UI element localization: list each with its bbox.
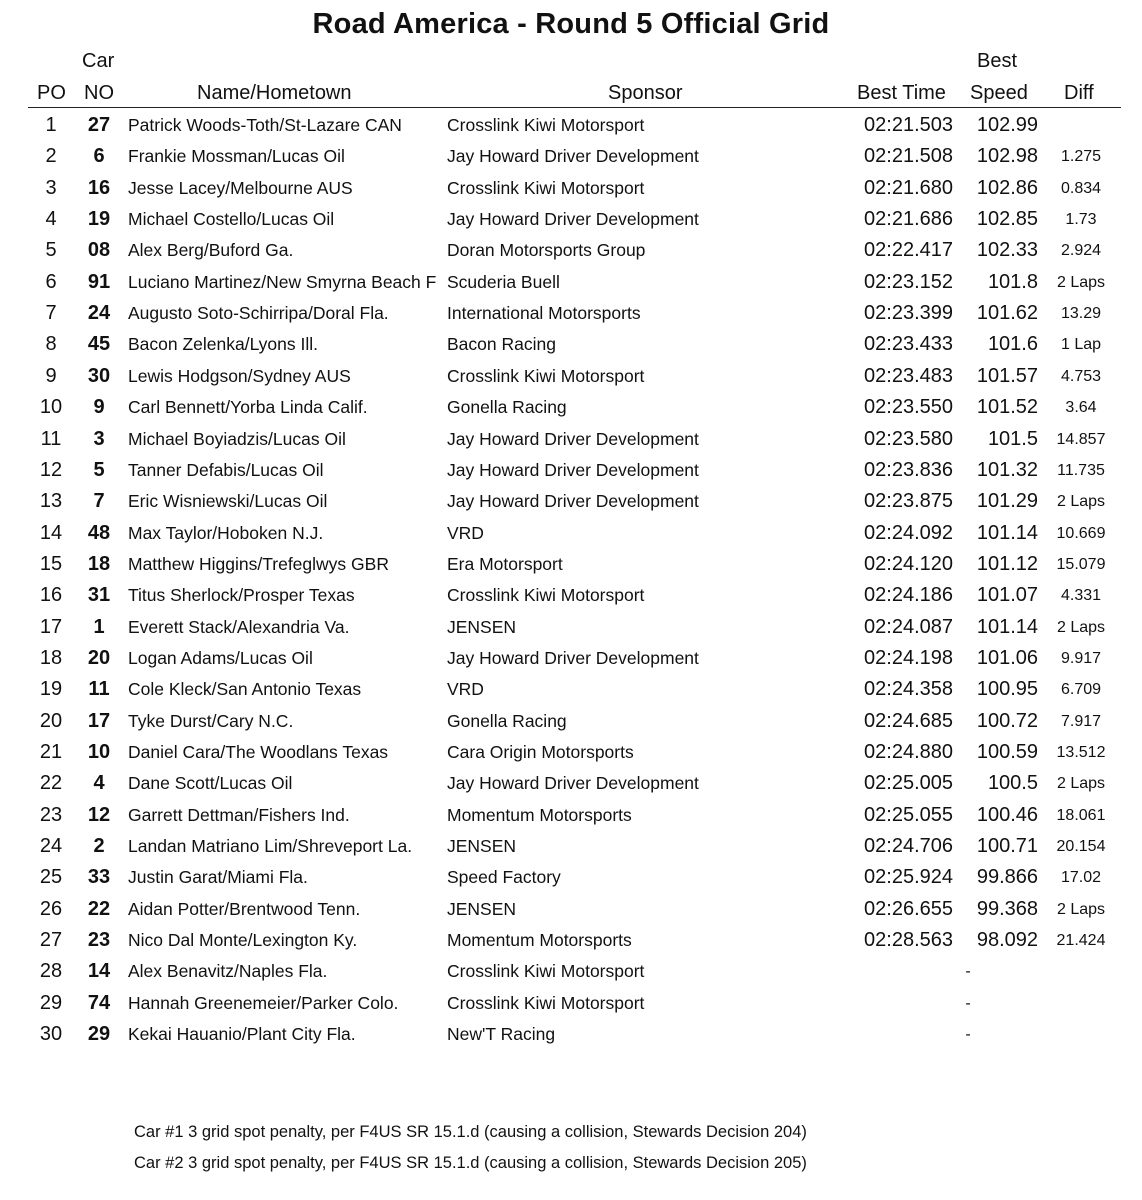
best-speed: 101.8 <box>987 270 1038 293</box>
sponsor: Crosslink Kiwi Motorsport <box>447 115 645 135</box>
header-po: PO <box>37 82 66 104</box>
no-time-dash: - <box>965 994 971 1012</box>
diff: 15.079 <box>1056 555 1106 573</box>
best-time: 02:24.706 <box>864 835 953 858</box>
table-row <box>0 298 1142 329</box>
grid-position: 5 <box>45 239 57 262</box>
driver-name-hometown: Alex Berg/Buford Ga. <box>128 240 294 261</box>
car-number: 45 <box>87 333 111 356</box>
diff: 10.669 <box>1056 524 1106 542</box>
diff: 2 Laps <box>1056 618 1106 636</box>
sponsor: Momentum Motorsports <box>447 930 632 951</box>
best-time: 02:24.120 <box>864 552 953 575</box>
car-number: 3 <box>93 427 105 450</box>
diff: 6.709 <box>1060 681 1102 699</box>
sponsor: Jay Howard Driver Development <box>447 459 699 480</box>
best-speed: 101.5 <box>987 427 1038 450</box>
best-time: 02:26.655 <box>864 897 953 920</box>
sponsor: Jay Howard Driver Development <box>447 428 699 449</box>
best-speed: 101.62 <box>976 302 1038 325</box>
header-diff: Diff <box>1064 82 1094 104</box>
car-number: 91 <box>87 270 111 293</box>
grid-position: 9 <box>45 364 57 387</box>
diff: 1.275 <box>1060 148 1102 166</box>
diff: 2 Laps <box>1056 775 1106 793</box>
grid-position: 6 <box>45 270 57 293</box>
header-best-top: Best <box>977 50 1018 72</box>
car-number: 33 <box>87 866 111 889</box>
sponsor: JENSEN <box>447 836 517 857</box>
table-row <box>0 141 1142 172</box>
car-number: 6 <box>93 145 105 168</box>
grid-position: 14 <box>39 521 63 544</box>
car-number: 5 <box>93 458 105 481</box>
sponsor: Momentum Motorsports <box>447 804 632 825</box>
car-number: 29 <box>87 1023 111 1046</box>
sponsor: Jay Howard Driver Development <box>447 773 699 794</box>
sponsor: Jay Howard Driver Development <box>447 146 699 167</box>
sponsor: JENSEN <box>447 898 517 919</box>
driver-name-hometown: Dane Scott/Lucas Oil <box>128 773 293 794</box>
table-row <box>0 1019 1142 1050</box>
diff: 11.735 <box>1057 461 1105 479</box>
driver-name-hometown: Kekai Hauanio/Plant City Fla. <box>128 1024 356 1045</box>
header-sponsor: Sponsor <box>608 82 683 104</box>
sponsor: Jay Howard Driver Development <box>447 647 699 668</box>
driver-name-hometown: Alex Benavitz/Naples Fla. <box>128 961 328 982</box>
grid-position: 1 <box>45 114 57 136</box>
table-row <box>0 706 1142 737</box>
grid-position: 28 <box>39 960 63 983</box>
table-row <box>0 925 1142 956</box>
driver-name-hometown: Frankie Mossman/Lucas Oil <box>128 146 345 167</box>
driver-name-hometown: Jesse Lacey/Melbourne AUS <box>128 177 353 198</box>
table-row <box>0 267 1142 298</box>
table-row <box>0 737 1142 768</box>
grid-position: 26 <box>39 897 63 920</box>
best-time: 02:23.152 <box>864 270 953 293</box>
sponsor: Gonella Racing <box>447 710 567 731</box>
grid-position: 4 <box>45 208 57 231</box>
car-number: 7 <box>93 490 105 513</box>
best-time: 02:24.087 <box>864 615 953 638</box>
best-speed: 102.86 <box>976 176 1038 199</box>
driver-name-hometown: Garrett Dettman/Fishers Ind. <box>128 804 350 825</box>
table-row <box>0 956 1142 987</box>
sponsor: VRD <box>447 679 484 700</box>
car-number: 74 <box>87 991 111 1014</box>
best-speed: 99.866 <box>976 866 1038 889</box>
table-row <box>0 862 1142 893</box>
best-time: 02:25.055 <box>864 803 953 826</box>
table-row <box>0 800 1142 831</box>
best-speed: 101.52 <box>976 396 1038 419</box>
best-speed: 101.57 <box>976 364 1038 387</box>
grid-position: 12 <box>39 458 63 481</box>
table-row <box>0 674 1142 705</box>
sponsor: Crosslink Kiwi Motorsport <box>447 992 645 1013</box>
driver-name-hometown: Nico Dal Monte/Lexington Ky. <box>128 930 358 951</box>
car-number: 18 <box>87 552 111 575</box>
table-row <box>0 580 1142 611</box>
best-speed: 98.092 <box>976 929 1038 952</box>
best-speed: 102.99 <box>976 114 1038 136</box>
sponsor: Crosslink Kiwi Motorsport <box>447 177 645 198</box>
best-speed: 101.29 <box>976 490 1038 513</box>
grid-position: 18 <box>39 646 63 669</box>
best-speed: 101.14 <box>976 521 1038 544</box>
diff: 4.753 <box>1060 367 1102 385</box>
sponsor: New'T Racing <box>447 1024 556 1045</box>
driver-name-hometown: Aidan Potter/Brentwood Tenn. <box>128 898 361 919</box>
driver-name-hometown: Augusto Soto-Schirripa/Doral Fla. <box>128 303 389 324</box>
best-time: 02:23.399 <box>864 302 953 325</box>
grid-position: 8 <box>45 333 57 356</box>
car-number: 20 <box>87 646 111 669</box>
diff: 21.424 <box>1056 932 1106 950</box>
table-row <box>0 235 1142 266</box>
car-number: 23 <box>87 929 111 952</box>
car-number: 48 <box>87 521 111 544</box>
diff: 2 Laps <box>1056 493 1106 511</box>
best-speed: 102.85 <box>976 208 1038 231</box>
best-time: 02:23.836 <box>864 458 953 481</box>
diff: 3.64 <box>1065 399 1097 417</box>
table-row <box>0 549 1142 580</box>
diff: 20.154 <box>1056 838 1106 856</box>
table-row <box>0 173 1142 204</box>
diff: 2 Laps <box>1056 900 1106 918</box>
sponsor: Speed Factory <box>447 867 561 888</box>
best-time: 02:24.880 <box>864 741 953 763</box>
driver-name-hometown: Daniel Cara/The Woodlans Texas <box>128 742 389 762</box>
best-time: 02:22.417 <box>864 239 953 262</box>
driver-name-hometown: Logan Adams/Lucas Oil <box>128 647 313 668</box>
driver-name-hometown: Lewis Hodgson/Sydney AUS <box>128 365 351 386</box>
best-time: 02:23.550 <box>864 396 953 419</box>
sponsor: VRD <box>447 522 484 543</box>
grid-position: 16 <box>39 584 63 607</box>
no-time-dash: - <box>965 963 971 981</box>
best-speed: 100.71 <box>976 835 1038 858</box>
grid-position: 7 <box>45 302 57 325</box>
sponsor: Bacon Racing <box>447 334 556 355</box>
car-number: 10 <box>87 741 111 763</box>
sponsor: Gonella Racing <box>447 397 567 418</box>
best-speed: 101.07 <box>976 584 1038 607</box>
best-time: 02:23.483 <box>864 364 953 387</box>
car-number: 22 <box>87 897 111 920</box>
diff: 13.29 <box>1060 305 1102 323</box>
table-row <box>0 329 1142 360</box>
diff: 2 Laps <box>1056 273 1106 291</box>
driver-name-hometown: Titus Sherlock/Prosper Texas <box>128 585 355 606</box>
table-row <box>0 486 1142 517</box>
car-number: 12 <box>87 803 111 826</box>
best-time: 02:21.508 <box>864 145 953 168</box>
table-row <box>0 518 1142 549</box>
car-number: 9 <box>93 396 105 419</box>
driver-name-hometown: Cole Kleck/San Antonio Texas <box>128 679 362 700</box>
best-speed: 100.72 <box>976 709 1038 732</box>
diff: 13.512 <box>1056 744 1106 761</box>
diff: 0.834 <box>1060 179 1102 197</box>
best-time: 02:21.503 <box>864 114 953 136</box>
header-divider <box>28 107 1121 108</box>
diff: 18.061 <box>1056 806 1106 824</box>
car-number: 14 <box>87 960 111 983</box>
car-number: 16 <box>87 176 111 199</box>
grid-position: 27 <box>39 929 63 952</box>
car-number: 30 <box>87 364 111 387</box>
best-time: 02:23.580 <box>864 427 953 450</box>
sponsor: Crosslink Kiwi Motorsport <box>447 585 645 606</box>
diff: 7.917 <box>1060 712 1102 730</box>
best-time: 02:24.186 <box>864 584 953 607</box>
sponsor: Doran Motorsports Group <box>447 240 646 261</box>
car-number: 19 <box>87 208 111 231</box>
car-number: 4 <box>93 772 105 795</box>
table-row <box>0 831 1142 862</box>
sponsor: International Motorsports <box>447 303 641 324</box>
header-no: NO <box>84 82 114 104</box>
table-row <box>0 361 1142 392</box>
driver-name-hometown: Bacon Zelenka/Lyons Ill. <box>128 334 319 355</box>
driver-name-hometown: Eric Wisniewski/Lucas Oil <box>128 491 328 512</box>
best-time: 02:25.924 <box>864 866 953 889</box>
header-car-top: Car <box>82 50 115 72</box>
header-speed: Speed <box>970 82 1028 104</box>
best-speed: 102.33 <box>976 239 1038 262</box>
sponsor: Era Motorsport <box>447 553 563 574</box>
car-number: 17 <box>87 709 111 732</box>
best-time: 02:25.005 <box>864 772 953 795</box>
table-row <box>0 643 1142 674</box>
best-speed: 99.368 <box>976 897 1038 920</box>
grid-position: 11 <box>40 427 62 450</box>
table-row <box>0 424 1142 455</box>
driver-name-hometown: Michael Costello/Lucas Oil <box>128 209 335 230</box>
best-time: 02:24.358 <box>864 678 953 701</box>
best-time: 02:28.563 <box>864 929 953 952</box>
diff: 9.917 <box>1060 649 1102 667</box>
best-time: 02:21.680 <box>864 176 953 199</box>
best-speed: 101.14 <box>976 615 1038 638</box>
diff: 4.331 <box>1060 587 1102 605</box>
driver-name-hometown: Michael Boyiadzis/Lucas Oil <box>128 428 346 449</box>
grid-position: 30 <box>39 1023 63 1046</box>
best-speed: 101.32 <box>976 458 1038 481</box>
grid-position: 20 <box>39 709 63 732</box>
sponsor: Cara Origin Motorsports <box>447 742 634 762</box>
car-number: 2 <box>93 835 105 858</box>
table-row <box>0 204 1142 235</box>
car-number: 27 <box>87 114 111 136</box>
sponsor: Jay Howard Driver Development <box>447 491 699 512</box>
table-row <box>0 894 1142 925</box>
grid-position: 3 <box>45 176 57 199</box>
table-row <box>0 110 1142 141</box>
grid-position: 29 <box>39 991 63 1014</box>
grid-position: 17 <box>39 615 63 638</box>
best-time: 02:23.433 <box>864 333 953 356</box>
best-speed: 101.12 <box>976 552 1038 575</box>
driver-name-hometown: Carl Bennett/Yorba Linda Calif. <box>128 397 368 418</box>
diff: 1 Lap <box>1060 336 1102 354</box>
driver-name-hometown: Hannah Greenemeier/Parker Colo. <box>128 992 399 1013</box>
car-number: 1 <box>93 615 105 638</box>
footnote-1: Car #1 3 grid spot penalty, per F4US SR 15.1.d (causing a collision, Stewards Decision 204) <box>134 1123 807 1141</box>
table-row <box>0 392 1142 423</box>
best-speed: 102.98 <box>976 145 1038 168</box>
grid-position: 22 <box>39 772 63 795</box>
best-time: 02:24.685 <box>864 709 953 732</box>
driver-name-hometown: Landan Matriano Lim/Shreveport La. <box>128 836 413 857</box>
driver-name-hometown: Luciano Martinez/New Smyrna Beach F <box>128 271 437 292</box>
grid-position: 25 <box>39 866 63 889</box>
sponsor: Jay Howard Driver Development <box>447 209 699 230</box>
driver-name-hometown: Matthew Higgins/Trefeglwys GBR <box>128 553 389 574</box>
best-speed: 100.59 <box>976 741 1038 763</box>
best-time: 02:21.686 <box>864 208 953 231</box>
driver-name-hometown: Patrick Woods-Toth/St-Lazare CAN <box>128 115 402 135</box>
car-number: 11 <box>88 678 110 701</box>
diff: 2.924 <box>1060 242 1102 260</box>
grid-position: 21 <box>39 741 63 763</box>
driver-name-hometown: Tyke Durst/Cary N.C. <box>128 710 294 731</box>
header-best-time: Best Time <box>857 82 946 104</box>
driver-name-hometown: Everett Stack/Alexandria Va. <box>128 616 350 637</box>
diff: 17.02 <box>1060 869 1102 887</box>
page-title: Road America - Round 5 Official Grid <box>312 8 830 40</box>
table-row <box>0 988 1142 1019</box>
diff: 1.73 <box>1065 211 1097 229</box>
best-time: 02:24.198 <box>864 646 953 669</box>
table-row <box>0 455 1142 486</box>
car-number: 31 <box>87 584 111 607</box>
grid-position: 10 <box>39 396 63 419</box>
sponsor: JENSEN <box>447 616 517 637</box>
grid-position: 23 <box>39 803 63 826</box>
driver-name-hometown: Justin Garat/Miami Fla. <box>128 867 308 888</box>
table-row <box>0 768 1142 799</box>
grid-position: 15 <box>39 552 63 575</box>
sponsor: Crosslink Kiwi Motorsport <box>447 961 645 982</box>
grid-position: 19 <box>39 678 63 701</box>
driver-name-hometown: Max Taylor/Hoboken N.J. <box>128 522 324 543</box>
best-speed: 101.6 <box>987 333 1038 356</box>
footnote-2: Car #2 3 grid spot penalty, per F4US SR 15.1.d (causing a collision, Stewards Decision 205) <box>134 1154 807 1172</box>
diff: 14.857 <box>1056 430 1106 448</box>
best-speed: 100.95 <box>976 678 1038 701</box>
best-speed: 100.5 <box>987 772 1038 795</box>
sponsor: Scuderia Buell <box>447 271 560 292</box>
sponsor: Crosslink Kiwi Motorsport <box>447 365 645 386</box>
best-speed: 101.06 <box>976 646 1038 669</box>
grid-position: 13 <box>39 490 63 513</box>
grid-position: 2 <box>45 145 57 168</box>
grid-position: 24 <box>39 835 63 858</box>
best-speed: 100.46 <box>976 803 1038 826</box>
header-name: Name/Hometown <box>197 82 352 104</box>
car-number: 24 <box>87 302 111 325</box>
driver-name-hometown: Tanner Defabis/Lucas Oil <box>128 459 324 480</box>
best-time: 02:23.875 <box>864 490 953 513</box>
car-number: 08 <box>87 239 111 262</box>
table-row <box>0 612 1142 643</box>
best-time: 02:24.092 <box>864 521 953 544</box>
no-time-dash: - <box>965 1026 971 1044</box>
